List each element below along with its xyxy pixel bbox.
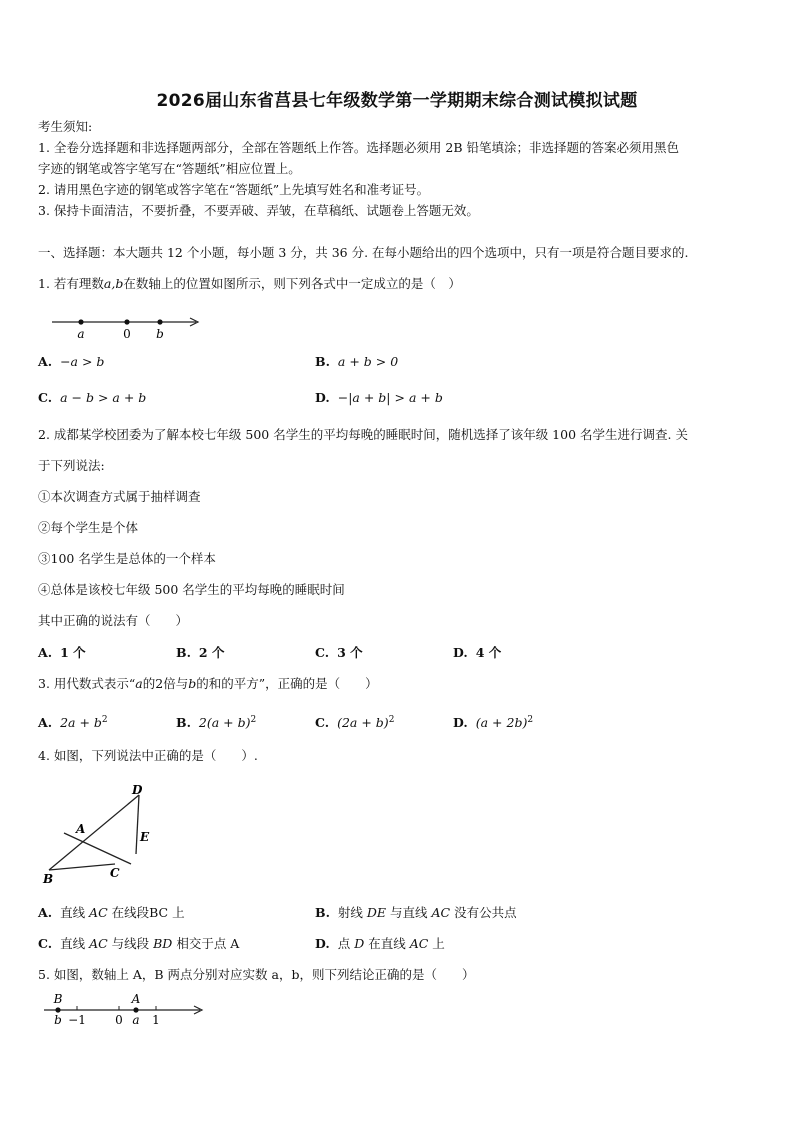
q1-point-0 (124, 319, 129, 324)
q4-label-d: D (132, 783, 143, 797)
q1-vars: a,b (103, 276, 124, 291)
q4-segment-bd (49, 795, 139, 870)
notice-item-1: 1. 全卷分选择题和非选择题两部分，全部在答题纸上作答。选择题必须用 2B 铅笔填涂；非选择题的答案必须用黑色 (38, 140, 679, 155)
q5-point-b (55, 1007, 60, 1012)
q4-option-b[interactable]: B. 射线 DE 与直线 AC 没有公共点 (315, 905, 517, 920)
q1-point-b (157, 319, 162, 324)
page-title: 2026届山东省莒县七年级数学第一学期期末综合测试模拟试题 (156, 91, 638, 111)
q2-statement-4: ④总体是该校七年级 500 名学生的平均每晚的睡眠时间 (38, 582, 345, 597)
q1-point-a (78, 319, 83, 324)
q5-label-A: A (131, 992, 141, 1006)
q2-option-a[interactable]: A. 1 个 (38, 645, 86, 660)
q4-label-a: A (76, 822, 86, 836)
q2-statement-3: ③100 名学生是总体的一个样本 (38, 551, 216, 566)
notice-item-1-cont: 字迹的钢笔或答字笔写在“答题纸”相应位置上。 (38, 161, 301, 176)
q4-figure (40, 782, 160, 892)
q1-option-b[interactable]: B. a + b > 0 (315, 354, 399, 369)
q2-statement-2: ②每个学生是个体 (38, 520, 139, 535)
q4-label-e: E (140, 830, 150, 844)
q2-ask: 其中正确的说法有（ ） (38, 613, 189, 628)
q2-statement-1: ①本次调查方式属于抽样调查 (38, 489, 201, 504)
q2-option-d[interactable]: D. 4 个 (453, 645, 502, 660)
q1-label-0: 0 (123, 327, 131, 341)
q5-label-neg1: −1 (68, 1013, 86, 1027)
q3-option-c[interactable]: C. $(2a + b)^2$ (315, 715, 395, 731)
notice-item-2: 2. 请用黑色字迹的钢笔或答字笔在“答题纸”上先填写姓名和准考证号。 (38, 182, 430, 197)
q5-label-b: b (54, 1013, 62, 1027)
q2-stem-line2: 于下列说法: (38, 458, 105, 473)
q4-option-c[interactable]: C. 直线 AC 与线段 BD 相交于点 A (38, 936, 240, 951)
q4-label-b: B (43, 872, 54, 886)
q2-option-c[interactable]: C. 3 个 (315, 645, 363, 660)
notice-heading: 考生须知: (38, 119, 93, 134)
q5-label-a: a (132, 1013, 140, 1027)
q2-stem-line1: 2. 成都某学校团委为了解本校七年级 500 名学生的平均每晚的睡眠时间，随机选择了该年级 100 名学生进行调查. 关 (38, 427, 688, 442)
q3-option-d[interactable]: D. $(a + 2b)^2$ (453, 715, 534, 731)
q5-label-B: B (53, 992, 63, 1006)
q5-label-1: 1 (152, 1013, 160, 1027)
q5-label-0: 0 (115, 1013, 123, 1027)
q4-option-d[interactable]: D. 点 D 在直线 AC 上 (315, 936, 445, 951)
q4-ray-de (136, 795, 139, 854)
q1-option-d[interactable]: D. −|a + b| > a + b (315, 390, 443, 405)
q1-label-a: a (77, 327, 85, 341)
q1-stem-pre: 1. 若有理数 (38, 276, 104, 291)
q5-stem: 5. 如图，数轴上 A，B 两点分别对应实数 a，b，则下列结论正确的是（ ） (38, 967, 475, 982)
q4-option-a[interactable]: A. 直线 AC 在线段BC 上 (38, 905, 185, 920)
q1-option-a[interactable]: A. −a > b (38, 354, 105, 369)
q4-stem: 4. 如图，下列说法中正确的是（ ）. (38, 748, 258, 763)
section-heading: 一、选择题：本大题共 12 个小题，每小题 3 分，共 36 分. 在每小题给出的四个选项中，只有一项是符合题目要求的. (38, 245, 689, 260)
q2-option-b[interactable]: B. 2 个 (176, 645, 225, 660)
q5-number-line (40, 992, 210, 1032)
q3-stem: 3. 用代数式表示“a的2倍与b的和的平方”，正确的是（ ） (38, 676, 378, 691)
q1-option-c[interactable]: C. a − b > a + b (38, 390, 147, 405)
q4-label-c: C (110, 866, 120, 880)
q1-label-b: b (156, 327, 164, 341)
q3-option-a[interactable]: A. $2a + b^2$ (38, 715, 108, 731)
q1-number-line (50, 312, 210, 342)
q1-stem-post: 在数轴上的位置如图所示，则下列各式中一定成立的是（ ） (123, 276, 461, 291)
q4-segment-bc (49, 864, 115, 870)
notice-item-3: 3. 保持卡面清洁，不要折叠，不要弄破、弄皱，在草稿纸、试题卷上答题无效。 (38, 203, 479, 218)
q3-option-b[interactable]: B. $2(a + b)^2$ (176, 715, 257, 731)
q5-point-a (133, 1007, 138, 1012)
q1-stem (38, 275, 461, 293)
